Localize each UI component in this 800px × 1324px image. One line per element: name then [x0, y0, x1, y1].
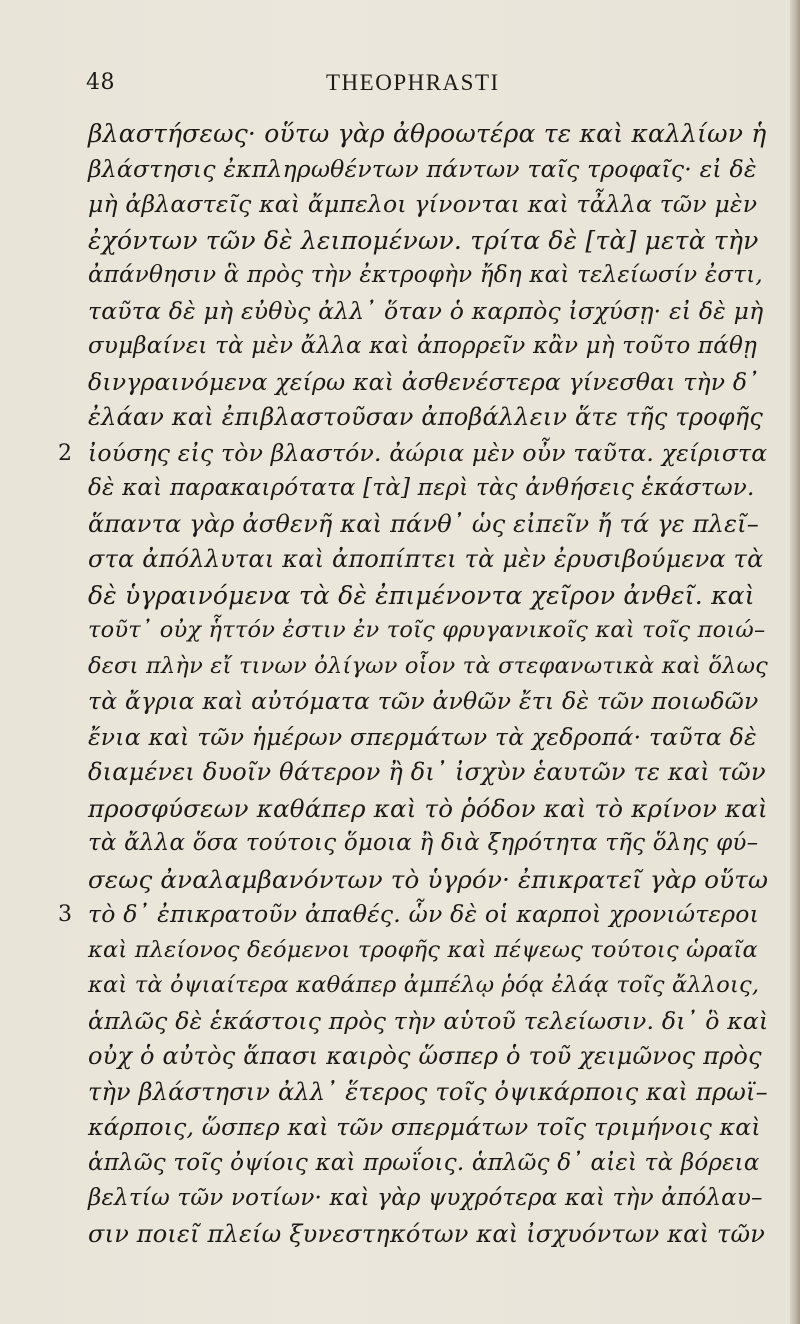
text-line	[88, 116, 768, 152]
line-text: καὶ τὰ ὀψιαίτερα καθάπερ ἀμπέλῳ ῥόᾳ ἐλάᾳ τοῖς ἄλλοις,	[88, 972, 760, 998]
section-number: 2	[58, 440, 73, 466]
line-text: ἐλάαν καὶ ἐπιβλαστοῦσαν ἀποβάλλειν ἅτε τῆς τροφῆς	[88, 403, 763, 431]
text-line	[88, 826, 768, 862]
text-line	[88, 1181, 768, 1217]
text-line	[88, 329, 768, 365]
text-line	[88, 1075, 768, 1111]
line-text: τὰ ἄγρια καὶ αὐτόματα τῶν ἀνθῶν ἔτι δὲ τῶν ποιωδῶν	[88, 687, 759, 715]
text-line	[58, 436, 768, 472]
line-text: ἁπλῶς δὲ ἑκάστοις πρὸς τὴν αὑτοῦ τελείωσιν. δι᾽ ὃ καὶ	[88, 1006, 769, 1035]
line-text: δινγραινόμενα χείρω καὶ ἀσθενέστερα γίνεσθαι τὴν δ᾽	[88, 367, 760, 396]
text-line	[88, 720, 768, 756]
running-head: THEOPHRASTI	[326, 70, 500, 95]
text-line	[88, 258, 768, 294]
line-text: ἐχόντων τῶν δὲ λειπομένων. τρίτα δὲ [τὰ] μετὰ τὴν	[88, 225, 759, 255]
line-text: καὶ πλείονος δεόμενοι τροφῆς καὶ πέψεως τούτοις ὡραῖα	[88, 936, 758, 963]
text-line	[88, 1217, 768, 1253]
text-line	[88, 542, 768, 578]
line-text: δεσι πλὴν εἴ τινων ὀλίγων οἷον τὰ στεφανωτικὰ καὶ ὅλως	[88, 652, 768, 679]
line-text: τὴν βλάστησιν ἀλλ᾽ ἕτερος τοῖς ὀψικάρποις καὶ πρωϊ–	[88, 1077, 768, 1106]
text-line	[88, 933, 768, 969]
line-text: δὲ ὑγραινόμενα τὰ δὲ ἐπιμένοντα χεῖρον ἀνθεῖ. καὶ	[88, 580, 755, 610]
greek-text-body	[58, 116, 769, 1252]
line-text: βλαστήσεως· οὕτω γὰρ ἀθροωτέρα τε καὶ καλλίων ἡ	[88, 119, 767, 148]
text-line	[88, 1039, 768, 1075]
line-text: μὴ ἀβλαστεῖς καὶ ἄμπελοι γίνονται καὶ τἆλλα τῶν μὲν	[88, 190, 758, 218]
text-line	[88, 294, 768, 330]
text-line	[88, 791, 768, 827]
line-text: οὐχ ὁ αὐτὸς ἅπασι καιρὸς ὥσπερ ὁ τοῦ χειμῶνος πρὸς	[88, 1042, 762, 1070]
section-number: 3	[58, 902, 73, 927]
line-text: σεως ἀναλαμβανόντων τὸ ὑγρόν· ἐπικρατεῖ γὰρ οὕτω	[88, 864, 769, 894]
line-text: δὲ καὶ παρακαιρότατα [τὰ] περὶ τὰς ἀνθήσεις ἑκάστων.	[88, 475, 755, 501]
text-line	[88, 223, 768, 259]
text-line	[88, 578, 768, 614]
text-line	[88, 187, 768, 223]
line-text: ταῦτα δὲ μὴ εὐθὺς ἀλλ᾽ ὅταν ὁ καρπὸς ἰσχύσῃ· εἰ δὲ μὴ	[88, 296, 764, 325]
line-text: στα ἀπόλλυται καὶ ἀποπίπτει τὰ μὲν ἐρυσιβούμενα τὰ	[88, 545, 764, 573]
text-line	[88, 613, 768, 649]
page-edge	[790, 0, 800, 1324]
line-text: τοῦτ᾽ οὐχ ἧττόν ἐστιν ἐν τοῖς φρυγανικοῖς καὶ τοῖς ποιώ–	[88, 617, 766, 643]
text-line	[88, 1146, 768, 1182]
text-line	[88, 684, 768, 720]
line-text: συμβαίνει τὰ μὲν ἄλλα καὶ ἀπορρεῖν κἂν μὴ τοῦτο πάθῃ	[88, 333, 757, 359]
line-text: ἀπάνθησιν ἃ πρὸς τὴν ἐκτροφὴν ἤδη καὶ τελείωσίν ἐστι,	[88, 262, 763, 288]
text-line	[88, 649, 768, 685]
line-text: σιν ποιεῖ πλείω ξυνεστηκότων καὶ ἰσχυόντων καὶ τῶν	[88, 1219, 766, 1248]
line-text: διαμένει δυοῖν θάτερον ἢ δι᾽ ἰσχὺν ἑαυτῶν τε καὶ τῶν	[88, 758, 766, 786]
text-line	[88, 862, 768, 898]
text-line	[88, 1004, 768, 1040]
line-text: τὰ ἄλλα ὅσα τούτοις ὅμοια ἢ διὰ ξηρότητα τῆς ὅλης φύ–	[88, 830, 759, 856]
text-line	[58, 897, 768, 933]
text-line	[88, 755, 768, 791]
line-text: ἁπλῶς τοῖς ὀψίοις καὶ πρωΐοις. ἁπλῶς δ᾽ αἰεὶ τὰ βόρεια	[88, 1149, 760, 1176]
line-text: προσφύσεων καθάπερ καὶ τὸ ῥόδον καὶ τὸ κρίνον καὶ	[88, 793, 768, 823]
text-line	[88, 1110, 768, 1146]
text-line	[88, 968, 768, 1004]
line-text: τὸ δ᾽ ἐπικρατοῦν ἀπαθές. ὧν δὲ οἱ καρποὶ χρονιώτεροι	[88, 900, 759, 928]
text-line	[88, 471, 768, 507]
line-text: κάρποις, ὥσπερ καὶ τῶν σπερμάτων τοῖς τριμήνοις καὶ	[88, 1113, 761, 1141]
line-text: βελτίω τῶν νοτίων· καὶ γὰρ ψυχρότερα καὶ τὴν ἀπόλαυ–	[88, 1185, 763, 1211]
page-number: 48	[86, 70, 115, 95]
text-line	[88, 152, 768, 188]
line-text: ἅπαντα γὰρ ἀσθενῆ καὶ πάνθ᾽ ὡς εἰπεῖν ἤ τά γε πλεῖ–	[88, 509, 759, 538]
line-text: βλάστησις ἐκπληρωθέντων πάντων ταῖς τροφαῖς· εἰ δὲ	[88, 154, 757, 183]
text-line	[88, 507, 768, 543]
page-header	[86, 70, 726, 106]
text-line	[88, 400, 768, 436]
text-line	[88, 365, 768, 401]
line-text: ἔνια καὶ τῶν ἡμέρων σπερμάτων τὰ χεδροπά· ταῦτα δὲ	[88, 722, 757, 751]
line-text: ἰούσης εἰς τὸν βλαστόν. ἀώρια μὲν οὖν ταῦτα. χείριστα	[88, 438, 768, 467]
